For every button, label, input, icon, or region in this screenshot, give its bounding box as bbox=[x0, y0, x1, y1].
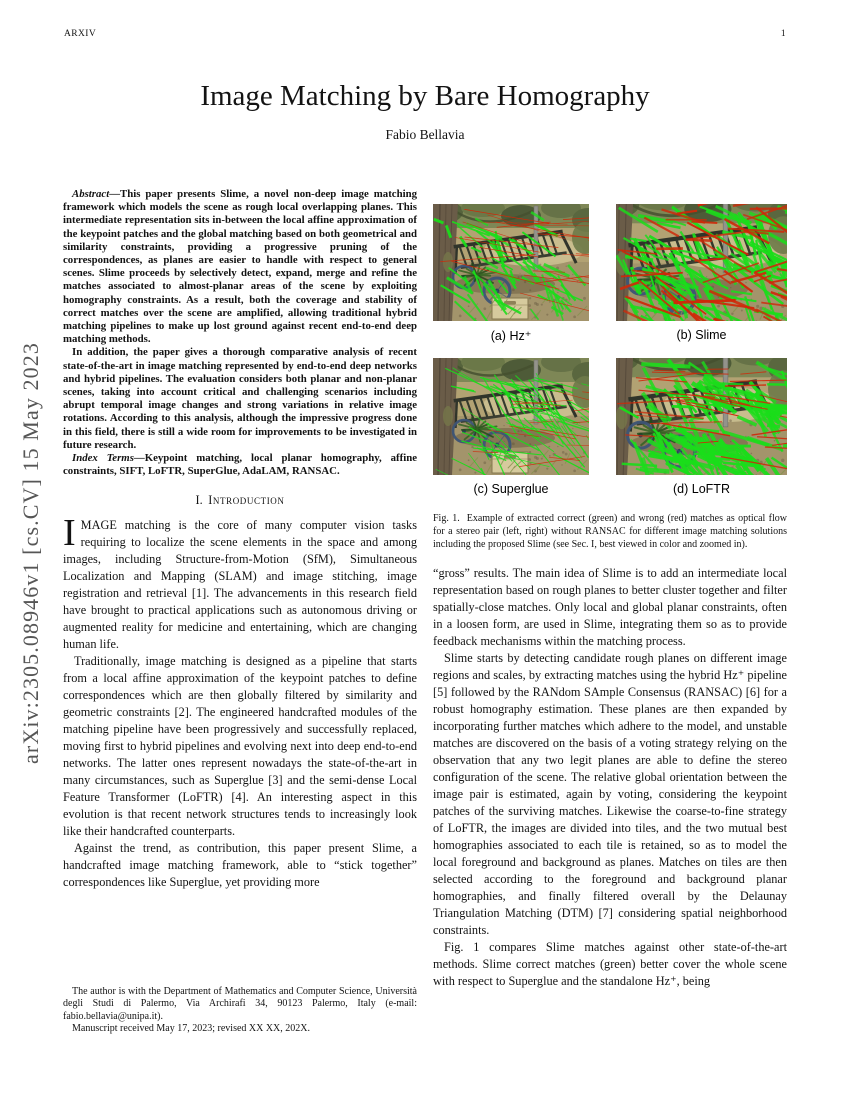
section-title: Introduction bbox=[208, 493, 285, 508]
intro-paragraph-1 bbox=[63, 512, 417, 653]
panel-caption-a: (a) Hz⁺ bbox=[490, 329, 532, 343]
figure-panel-grid bbox=[433, 204, 787, 511]
paper-title: Image Matching by Bare Homography bbox=[200, 80, 650, 112]
right-paragraph-3: Fig. 1 compares Slime matches against other state-of-the-art methods. Slime correct matches (green) better cover the whole scene with respect to Superglue and the standalone Hz⁺, being bbox=[433, 940, 787, 988]
intro-paragraph-3: Against the trend, as contribution, this paper present Slime, a handcrafted image matching framework, able to “stick together” correspondences like Superglue, yet providing more bbox=[63, 841, 417, 890]
intro-text-1: MAGE matching is the core of many computer vision tasks requiring to localize the scene elements in the space and among images, including Structure-from-Motion (SfM), Simultaneous Localization and Mapping (SLAM) and image stitching, image registration and retrieval [1]. The advancements in this research field have brought to practical applications such as autonomous driving or augmented reality for medicine and entertaining, which are changing human life. bbox=[63, 518, 417, 652]
figure-panel-slime bbox=[616, 204, 787, 358]
index-terms bbox=[63, 452, 417, 478]
match-image-slime bbox=[616, 204, 787, 321]
drop-cap: I bbox=[63, 512, 76, 555]
match-image-hzplus bbox=[433, 204, 589, 321]
match-image-superglue bbox=[433, 358, 589, 475]
arxiv-banner: arXiv:2305.08946v1 [cs.CV] 15 May 2023 bbox=[18, 342, 43, 764]
running-head-left: ARXIV bbox=[64, 29, 97, 39]
abstract-paragraph-1 bbox=[63, 188, 417, 346]
figure-panel-superglue bbox=[433, 358, 589, 511]
footnote-affiliation: The author is with the Department of Mathematics and Computer Science, Università degli Studi di Palermo, Via Archirafi 34, 90123 Palermo, Italy (e-mail: fabio.bellavia@unipa.it). bbox=[63, 986, 417, 1022]
two-column-body bbox=[63, 188, 787, 990]
author-footnote bbox=[63, 986, 417, 1035]
section-number: I. bbox=[195, 493, 203, 508]
footnote-manuscript: Manuscript received May 17, 2023; revised XX XX, 202X. bbox=[72, 1022, 311, 1034]
page-number: 1 bbox=[780, 29, 786, 39]
intro-paragraph-2: Traditionally, image matching is designed as a pipeline that starts from a local affine approximation of the keypoint patches to define correspondences which are then globally filtered by similarity and geometric constraints [2]. The engineered handcrafted modules of the matching pipeline have been progressively and successfully replaced, moving first to hybrid pipelines and evolving next into deep end-to-end networks. The latter ones represent nowadays the state-of-the-art in many circumstances, such as Superglue [3] and the semi-dense Local Feature Transformer (LoFTR) [4]. An interesting aspect in this evolution is that recent network structures tends to increasingly look like their handcrafted counterparts. bbox=[63, 654, 417, 839]
section-heading-introduction bbox=[63, 493, 417, 508]
figure-panel-loftr bbox=[616, 358, 787, 511]
index-terms-text: —Keypoint matching, local planar homography, affine constraints, SIFT, LoFTR, SuperGlue, AdaLAM, RANSAC. bbox=[63, 452, 417, 478]
right-column bbox=[433, 188, 787, 990]
paper-author: Fabio Bellavia bbox=[385, 127, 465, 142]
figure-panel-hzplus bbox=[433, 204, 589, 358]
left-column bbox=[63, 188, 417, 990]
abstract-lead: Abstract bbox=[72, 188, 110, 200]
figure-1 bbox=[433, 204, 787, 551]
panel-caption-c: (c) Superglue bbox=[473, 482, 549, 496]
figure-caption-text: Example of extracted correct (green) and wrong (red) matches as optical flow for a stereo pair (left, right) without RANSAC for different image matching solutions including the proposed Slime (see Sec. I, best viewed in color and zoomed in). bbox=[433, 513, 787, 550]
figure-label: Fig. 1. bbox=[433, 513, 460, 524]
abstract-text-1: —This paper presents Slime, a novel non-deep image matching framework which models the scene as rough local overlapping planes. This intermediate representation sits in-between the local affine approximation of the keypoint patches and the global matching based on both geometrical and similarity constraints, providing a progressive pruning of the correspondences, as planes are easier to handle with respect to general scenes. Slime proceeds by selectively detect, expand, merge and refine the matches associated to almost-planar areas of the scene by exploiting homography constraints. As a result, both the coverage and stability of correct matches over the scene are amplified, allowing traditional hybrid matching pipelines to make up lost ground against recent end-to-end deep matching methods. bbox=[63, 188, 417, 346]
match-image-loftr bbox=[616, 358, 787, 475]
right-paragraph-2: Slime starts by detecting candidate rough planes on different image regions and scales, by extracting matches using the hybrid Hz⁺ pipeline [5] followed by the RANdom SAmple Consensus (RANSAC) [6] for a robust homography estimation. These planes are then expanded by incorporating further matches which adhere to the model, and unstable matches are discovered on the basis of a voting strategy relying on the observation that any two legit planes are able to define the stereo configuration of the scene. The relative global orientation between the image pair is estimated, again by voting, considering the keypoint patches of the surviving matches. Likewise the coarse-to-fine strategy of LoFTR, the images are divided into tiles, and the two mutual best homographies associated to each tile is retained, so as to model the local foreground and background as planes. Matches on tiles are then selected according to the foreground and background planar homographies, and finally filtered overall by the Delaunay Triangulation Matching (DTM) [7] considering spatial neighborhood constraints. bbox=[433, 651, 787, 937]
panel-caption-b: (b) Slime bbox=[676, 328, 727, 342]
index-terms-lead: Index Terms bbox=[72, 452, 134, 465]
panel-caption-d: (d) LoFTR bbox=[673, 482, 730, 496]
abstract-paragraph-2: In addition, the paper gives a thorough comparative analysis of recent state-of-the-art in image matching represented by end-to-end deep networks and hybrid pipelines. The evaluation considers both planar and non-planar scenes, taking into account critical and challenging scenarios including abrupt temporal image changes and strong variations in relative image rotations. According to this analysis, although the impressive progress done in this field, there is still a wide room for improvements to be investigated in future research. bbox=[63, 346, 417, 451]
running-header bbox=[64, 29, 786, 39]
figure-caption bbox=[433, 512, 787, 551]
right-paragraph-1: “gross” results. The main idea of Slime is to add an intermediate local representation based on rough planes to better cluster together and filter spatially-close matches. Only local and global planar constraints, often in a loosen form, are used in Slime, integrating them so as to provide feedback mechanisms within the matching process. bbox=[433, 566, 787, 648]
